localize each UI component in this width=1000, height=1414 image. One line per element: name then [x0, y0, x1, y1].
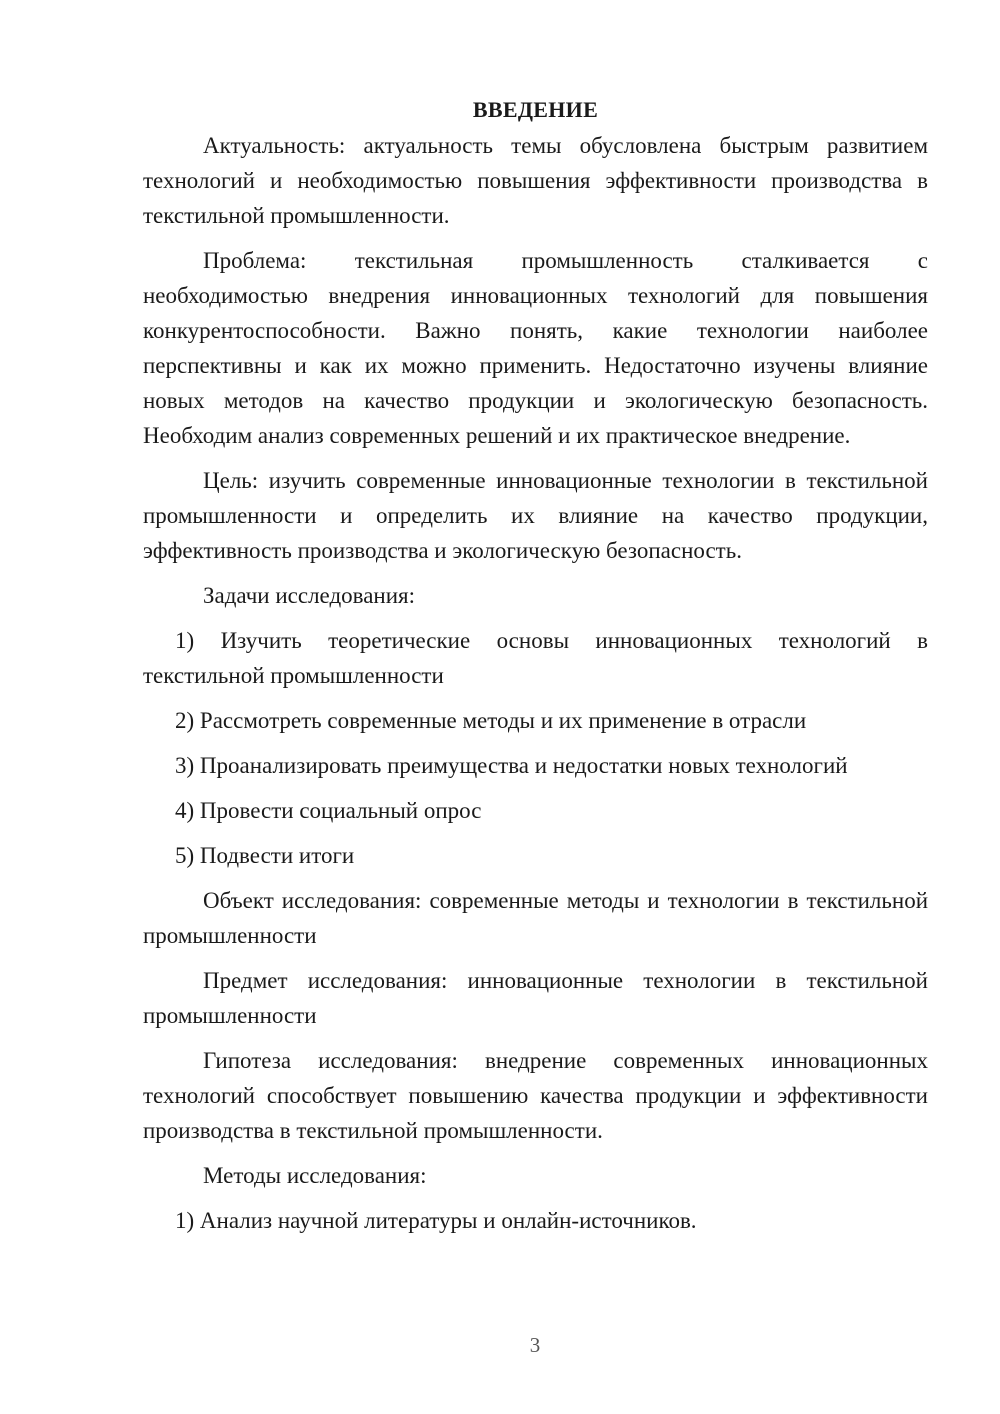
task-item-4: 4) Провести социальный опрос [175, 798, 482, 823]
task-item-1: 1) Изучить теоретические основы инновационных технологий в текстильной промышленности [143, 628, 928, 688]
task-item-2: 2) Рассмотреть современные методы и их применение в отрасли [175, 708, 807, 733]
paragraph-object: Объект исследования: современные методы и технологии в текстильной промышленности [143, 888, 928, 948]
section-title: ВВЕДЕНИЕ [472, 97, 599, 122]
task-item-5: 5) Подвести итоги [175, 843, 355, 868]
paragraph-problem: Проблема: текстильная промышленность сталкивается с необходимостью внедрения инновационных технологий для повышения конкурентоспособности. Важно понять, какие технологии наиболее перспективны и как их можно применить. Недостаточно изучены влияние новых методов на качество продукции и экологическую безопасность. Необходим анализ современных решений и их практическое внедрение. [143, 248, 928, 448]
paragraph-relevance: Актуальность: актуальность темы обусловлена быстрым развитием технологий и необходимостью повышения эффективности производства в текстильной промышленности. [143, 133, 928, 228]
task-item-3: 3) Проанализировать преимущества и недостатки новых технологий [175, 753, 848, 778]
page-number: 3 [529, 1333, 541, 1357]
paragraph-methods-heading: Методы исследования: [203, 1163, 427, 1188]
paragraph-tasks-heading: Задачи исследования: [203, 583, 416, 608]
paragraph-goal: Цель: изучить современные инновационные технологии в текстильной промышленности и определить их влияние на качество продукции, эффективность производства и экологическую безопасность. [143, 468, 928, 563]
paragraph-subject: Предмет исследования: инновационные технологии в текстильной промышленности [143, 968, 928, 1028]
paragraph-hypothesis: Гипотеза исследования: внедрение современных инновационных технологий способствует повышению качества продукции и эффективности производства в текстильной промышленности. [143, 1048, 928, 1143]
page-content [143, 92, 928, 1238]
method-item-1: 1) Анализ научной литературы и онлайн-источников. [175, 1208, 697, 1233]
